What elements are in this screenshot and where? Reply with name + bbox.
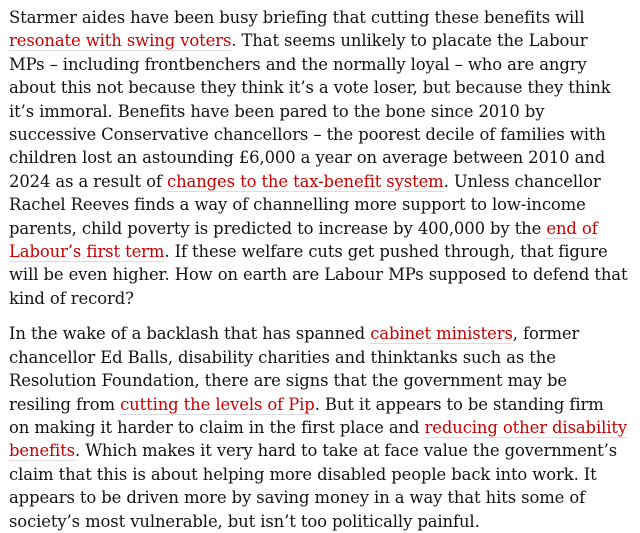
link-resonate-with-swing-voters[interactable]: resonate with swing voters bbox=[9, 31, 232, 51]
paragraph-1 bbox=[9, 6, 628, 310]
link-cabinet-ministers[interactable]: cabinet ministers bbox=[370, 324, 513, 344]
text-segment: . Which makes it very hard to take at face value the government’s claim that this is about helping more disabled people back into work. It appears to be driven more by saving money in a way that hits some of society’s most vulnerable, but isn’t too politically painful. bbox=[9, 441, 618, 531]
text-segment: . If these welfare cuts get pushed through, that figure will be even higher. How on earth are Labour MPs supposed to defend that kind of record? bbox=[9, 242, 628, 308]
paragraph-2 bbox=[9, 322, 628, 533]
link-changes-to-tax-benefit-system[interactable]: changes to the tax-benefit system bbox=[167, 171, 444, 191]
text-segment: . Unless chancellor Rachel Reeves finds a way of channelling more support to low-income parents, child poverty is predicted to increase by 400,000 by the bbox=[9, 171, 601, 238]
text-segment: . But it appears to be standing firm on making it harder to claim in the first place and bbox=[9, 394, 604, 437]
text-segment: Starmer aides have been busy briefing that cutting these benefits will bbox=[9, 8, 585, 27]
text-segment: , former chancellor Ed Balls, disability charities and thinktanks such as the Resolution Foundation, there are signs that the government may be resiling from bbox=[9, 324, 580, 414]
text-segment: . That seems unlikely to placate the Labour MPs – including frontbenchers and the normally loyal – who are angry about this not because they think it’s a vote loser, but because they think it’s immoral. Benefits have been pared to the bone since 2010 by successive Conservative chancellors – the poorest decile of families with children lost an astounding £6,000 a year on average between 2010 and 2024 as a result of bbox=[9, 31, 611, 191]
link-end-of-labours-first-term[interactable]: end of Labour’s first term bbox=[9, 218, 598, 262]
text-segment: In the wake of a backlash that has spanned bbox=[9, 324, 371, 344]
link-reducing-other-disability-benefits[interactable]: reducing other disability benefits bbox=[9, 417, 628, 461]
link-cutting-the-levels-of-pip[interactable]: cutting the levels of Pip bbox=[120, 394, 315, 414]
